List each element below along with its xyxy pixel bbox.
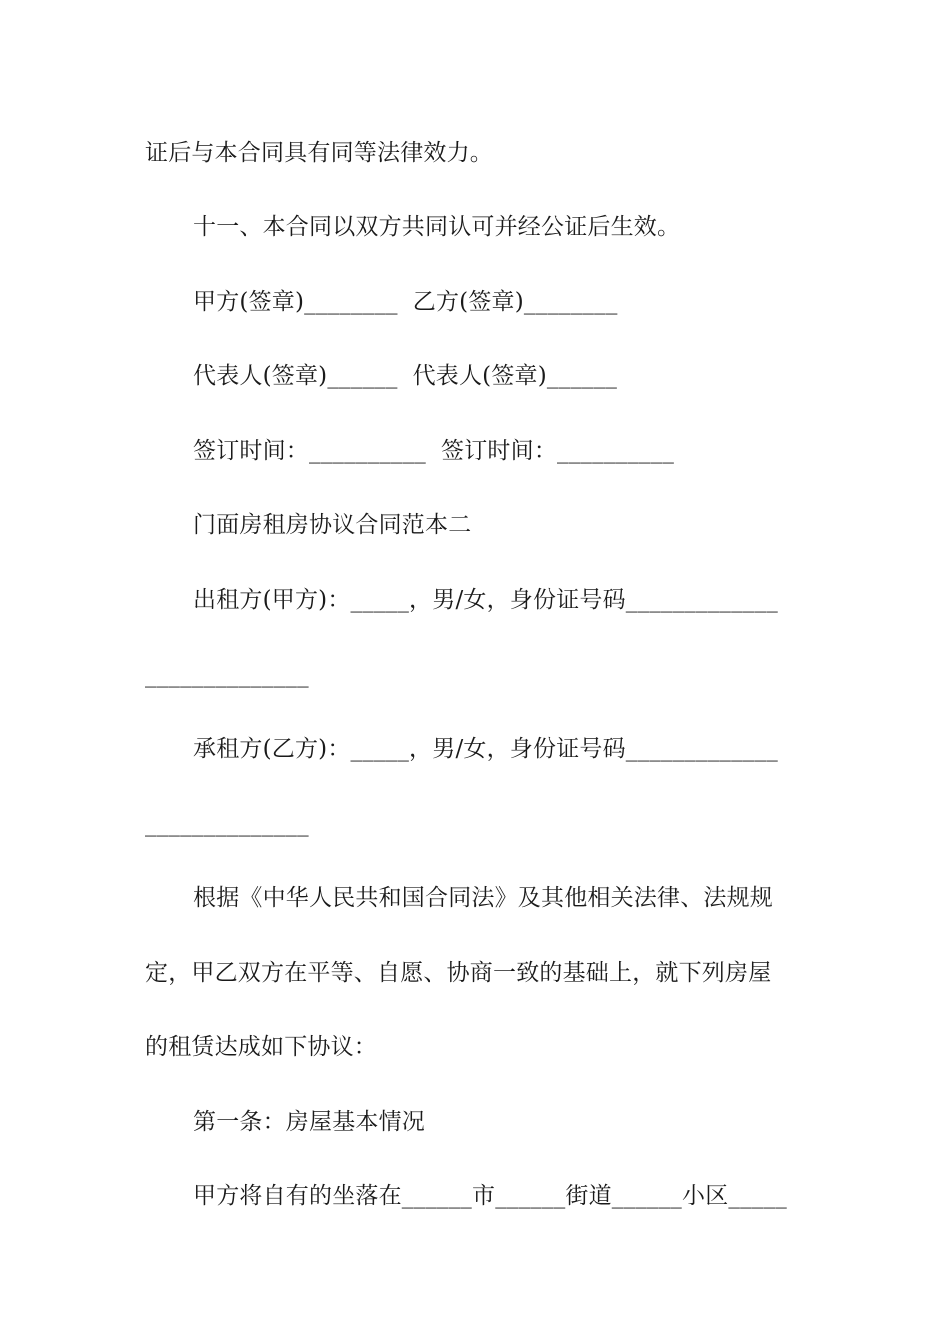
article-one-heading: 第一条：房屋基本情况 <box>193 1109 425 1135</box>
signature-representative-line: 代表人(签章)______ 代表人(签章)______ <box>193 363 618 389</box>
paragraph-line: 的租赁达成如下协议： <box>145 1034 377 1060</box>
paragraph-line: 根据《中华人民共和国合同法》及其他相关法律、法规规 <box>193 885 773 911</box>
clause-eleven: 十一、本合同以双方共同认可并经公证后生效。 <box>193 214 681 240</box>
paragraph-line: 甲方将自有的坐落在______市______街道______小区_____ <box>193 1183 787 1209</box>
paragraph-line: 定，甲乙双方在平等、自愿、协商一致的基础上，就下列房屋 <box>145 960 772 986</box>
lessor-line: 出租方(甲方)：_____，男/女，身份证号码_____________ <box>193 587 778 613</box>
lessee-id-continuation: ______________ <box>145 811 309 837</box>
paragraph-line: 证后与本合同具有同等法律效力。 <box>145 140 493 166</box>
lessee-line: 承租方(乙方)：_____，男/女，身份证号码_____________ <box>193 736 778 762</box>
signature-party-line: 甲方(签章)________ 乙方(签章)________ <box>193 289 618 315</box>
signing-date-line: 签订时间：__________ 签订时间：__________ <box>193 438 675 464</box>
section-title: 门面房租房协议合同范本二 <box>193 512 472 538</box>
lessor-id-continuation: ______________ <box>145 662 309 688</box>
